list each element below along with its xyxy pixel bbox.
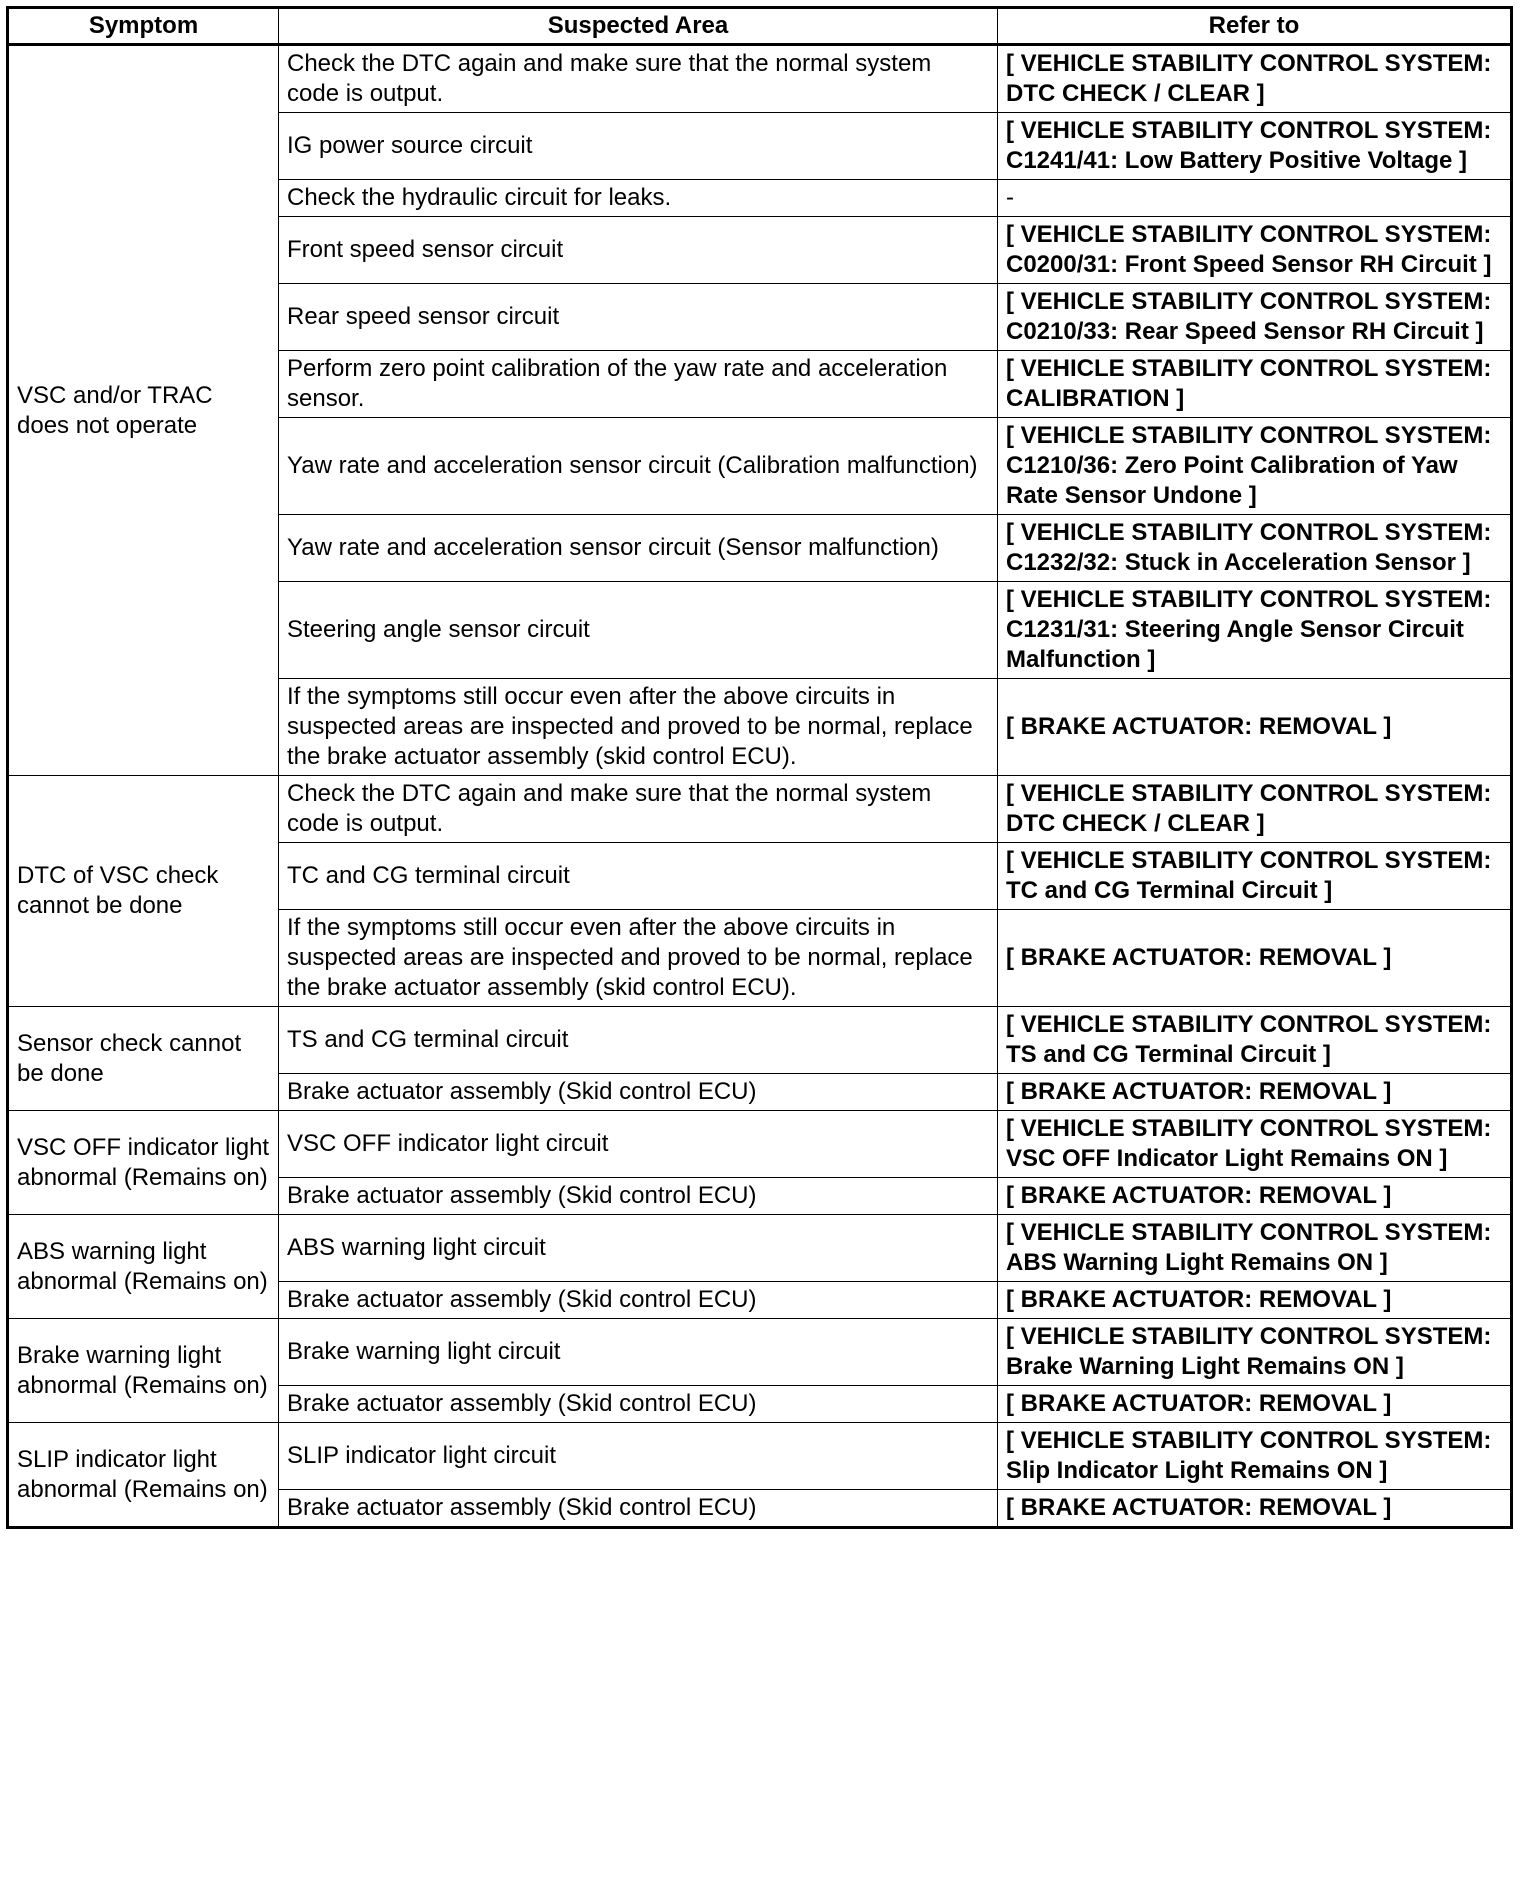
- refer-to-cell: [ BRAKE ACTUATOR: REMOVAL ]: [998, 1282, 1512, 1319]
- suspected-area-cell: Check the DTC again and make sure that the normal system code is output.: [279, 45, 998, 113]
- suspected-area-cell: IG power source circuit: [279, 113, 998, 180]
- suspected-area-cell: ABS warning light circuit: [279, 1215, 998, 1282]
- refer-to-cell: [ BRAKE ACTUATOR: REMOVAL ]: [998, 1386, 1512, 1423]
- refer-to-cell: -: [998, 180, 1512, 217]
- header-row: [8, 8, 1512, 45]
- suspected-area-cell: Front speed sensor circuit: [279, 217, 998, 284]
- suspected-area-cell: Brake actuator assembly (Skid control ECU): [279, 1490, 998, 1528]
- symptom-cell: Brake warning light abnormal (Remains on): [8, 1319, 279, 1423]
- refer-to-cell: [ VEHICLE STABILITY CONTROL SYSTEM: C1241/41: Low Battery Positive Voltage ]: [998, 113, 1512, 180]
- suspected-area-cell: If the symptoms still occur even after the above circuits in suspected areas are inspected and proved to be normal, replace the brake actuator assembly (skid control ECU).: [279, 679, 998, 776]
- table-row: [8, 1111, 1512, 1178]
- suspected-area-cell: Perform zero point calibration of the yaw rate and acceleration sensor.: [279, 351, 998, 418]
- table-body: [8, 45, 1512, 1528]
- refer-to-cell: [ BRAKE ACTUATOR: REMOVAL ]: [998, 910, 1512, 1007]
- table-row: [8, 45, 1512, 113]
- table-row: [8, 1215, 1512, 1282]
- suspected-area-cell: Brake actuator assembly (Skid control ECU): [279, 1386, 998, 1423]
- refer-to-cell: [ BRAKE ACTUATOR: REMOVAL ]: [998, 1178, 1512, 1215]
- problem-symptoms-table: [6, 6, 1513, 1529]
- refer-to-cell: [ VEHICLE STABILITY CONTROL SYSTEM: VSC OFF Indicator Light Remains ON ]: [998, 1111, 1512, 1178]
- table-row: [8, 1423, 1512, 1490]
- header-refer-to: Refer to: [998, 8, 1512, 45]
- symptom-cell: ABS warning light abnormal (Remains on): [8, 1215, 279, 1319]
- suspected-area-cell: Brake actuator assembly (Skid control ECU): [279, 1282, 998, 1319]
- refer-to-cell: [ VEHICLE STABILITY CONTROL SYSTEM: C0200/31: Front Speed Sensor RH Circuit ]: [998, 217, 1512, 284]
- suspected-area-cell: Brake warning light circuit: [279, 1319, 998, 1386]
- suspected-area-cell: VSC OFF indicator light circuit: [279, 1111, 998, 1178]
- refer-to-cell: [ VEHICLE STABILITY CONTROL SYSTEM: CALIBRATION ]: [998, 351, 1512, 418]
- symptom-cell: VSC and/or TRAC does not operate: [8, 45, 279, 776]
- suspected-area-cell: Brake actuator assembly (Skid control ECU): [279, 1178, 998, 1215]
- table-row: [8, 776, 1512, 843]
- refer-to-cell: [ VEHICLE STABILITY CONTROL SYSTEM: C1210/36: Zero Point Calibration of Yaw Rate Sensor Undone ]: [998, 418, 1512, 515]
- suspected-area-cell: SLIP indicator light circuit: [279, 1423, 998, 1490]
- symptom-cell: Sensor check cannot be done: [8, 1007, 279, 1111]
- refer-to-cell: [ VEHICLE STABILITY CONTROL SYSTEM: TS and CG Terminal Circuit ]: [998, 1007, 1512, 1074]
- header-suspected-area: Suspected Area: [279, 8, 998, 45]
- suspected-area-cell: Rear speed sensor circuit: [279, 284, 998, 351]
- refer-to-cell: [ VEHICLE STABILITY CONTROL SYSTEM: TC and CG Terminal Circuit ]: [998, 843, 1512, 910]
- refer-to-cell: [ VEHICLE STABILITY CONTROL SYSTEM: Slip Indicator Light Remains ON ]: [998, 1423, 1512, 1490]
- suspected-area-cell: TC and CG terminal circuit: [279, 843, 998, 910]
- refer-to-cell: [ VEHICLE STABILITY CONTROL SYSTEM: Brake Warning Light Remains ON ]: [998, 1319, 1512, 1386]
- symptom-cell: SLIP indicator light abnormal (Remains on): [8, 1423, 279, 1528]
- suspected-area-cell: Check the hydraulic circuit for leaks.: [279, 180, 998, 217]
- header-symptom: Symptom: [8, 8, 279, 45]
- refer-to-cell: [ VEHICLE STABILITY CONTROL SYSTEM: C1232/32: Stuck in Acceleration Sensor ]: [998, 515, 1512, 582]
- suspected-area-cell: If the symptoms still occur even after the above circuits in suspected areas are inspected and proved to be normal, replace the brake actuator assembly (skid control ECU).: [279, 910, 998, 1007]
- refer-to-cell: [ VEHICLE STABILITY CONTROL SYSTEM: DTC CHECK / CLEAR ]: [998, 776, 1512, 843]
- table-row: [8, 1319, 1512, 1386]
- symptom-cell: VSC OFF indicator light abnormal (Remains on): [8, 1111, 279, 1215]
- suspected-area-cell: Steering angle sensor circuit: [279, 582, 998, 679]
- suspected-area-cell: Yaw rate and acceleration sensor circuit (Sensor malfunction): [279, 515, 998, 582]
- refer-to-cell: [ BRAKE ACTUATOR: REMOVAL ]: [998, 679, 1512, 776]
- suspected-area-cell: Brake actuator assembly (Skid control ECU): [279, 1074, 998, 1111]
- refer-to-cell: [ BRAKE ACTUATOR: REMOVAL ]: [998, 1074, 1512, 1111]
- symptom-cell: DTC of VSC check cannot be done: [8, 776, 279, 1007]
- refer-to-cell: [ VEHICLE STABILITY CONTROL SYSTEM: ABS Warning Light Remains ON ]: [998, 1215, 1512, 1282]
- refer-to-cell: [ BRAKE ACTUATOR: REMOVAL ]: [998, 1490, 1512, 1528]
- refer-to-cell: [ VEHICLE STABILITY CONTROL SYSTEM: DTC CHECK / CLEAR ]: [998, 45, 1512, 113]
- suspected-area-cell: TS and CG terminal circuit: [279, 1007, 998, 1074]
- suspected-area-cell: Yaw rate and acceleration sensor circuit (Calibration malfunction): [279, 418, 998, 515]
- table-row: [8, 1007, 1512, 1074]
- table-header: [8, 8, 1512, 45]
- refer-to-cell: [ VEHICLE STABILITY CONTROL SYSTEM: C0210/33: Rear Speed Sensor RH Circuit ]: [998, 284, 1512, 351]
- refer-to-cell: [ VEHICLE STABILITY CONTROL SYSTEM: C1231/31: Steering Angle Sensor Circuit Malfunction ]: [998, 582, 1512, 679]
- suspected-area-cell: Check the DTC again and make sure that the normal system code is output.: [279, 776, 998, 843]
